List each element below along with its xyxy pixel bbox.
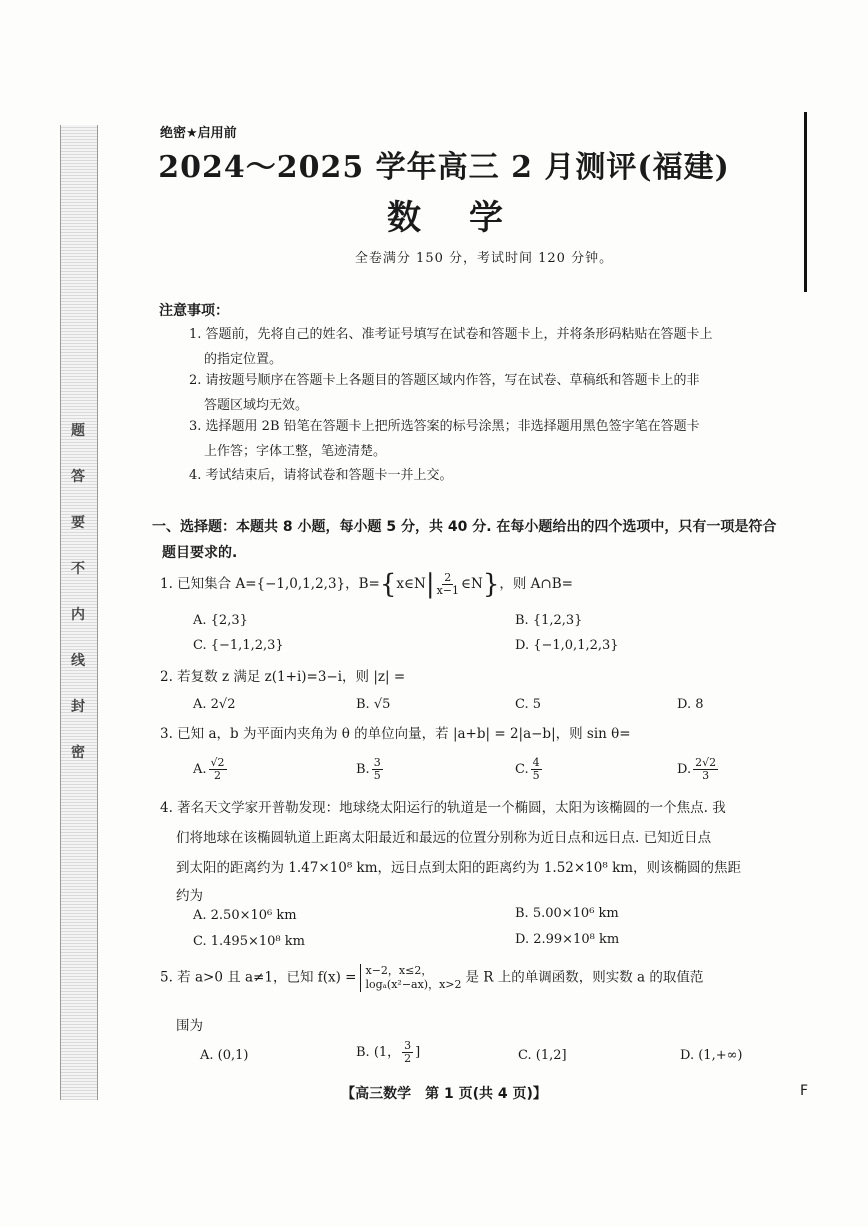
question-5-stem: [160, 964, 703, 992]
fraction-numerator: 3: [373, 756, 381, 769]
q1-suffix: ，则 A∩B=: [499, 576, 573, 592]
q5-option-b: [356, 1040, 420, 1065]
option-fraction: [531, 757, 542, 782]
option-label: D.: [677, 762, 692, 777]
option-label: B.: [356, 762, 370, 777]
q4-option-d: D. 2.99×10⁸ km: [515, 932, 620, 947]
set-bar: |: [425, 569, 435, 600]
binding-char: 答: [71, 469, 85, 485]
fraction-denominator: 2: [404, 1052, 412, 1065]
section-heading: [152, 514, 812, 566]
binding-char: 内: [71, 607, 85, 623]
binding-warning: [66, 420, 90, 762]
q4-option-a: A. 2.50×10⁶ km: [193, 908, 297, 923]
option-fraction: [693, 757, 718, 782]
piecewise-case: x−2，x≤2，: [365, 964, 433, 977]
q1-fraction: [437, 572, 459, 597]
option-label: A.: [193, 762, 207, 777]
q1-set-close: ∈N: [461, 576, 483, 592]
q5-option-a: A. (0,1): [200, 1048, 249, 1063]
question-4-line: 约为: [176, 888, 203, 904]
exam-title: 2024～2025 学年高三 2 月测评(福建): [158, 150, 730, 185]
q2-option-b: B. √5: [356, 697, 391, 712]
notice-line: 1. 答题前，先将自己的姓名、准考证号填写在试卷和答题卡上，并将条形码粘贴在答题卡上: [189, 327, 713, 342]
q4-option-b: B. 5.00×10⁶ km: [515, 906, 619, 921]
notice-item: [189, 368, 809, 418]
paper-code: F: [800, 1083, 809, 1099]
question-2-stem: 2. 若复数 z 满足 z(1+i)=3−i，则 |z| =: [160, 669, 406, 685]
question-4-line: 4. 著名天文学家开普勒发现：地球绕太阳运行的轨道是一个椭圆，太阳为该椭圆的一个焦点. 我: [160, 800, 726, 816]
q5-prefix: 5. 若 a>0 且 a≠1，已知 f(x) =: [160, 969, 357, 986]
notice-line: 3. 选择题用 2B 铅笔在答题卡上把所选答案的标号涂黑；非选择题用黑色签字笔在答题卡: [189, 419, 700, 434]
q1-option-d: D. {−1,0,1,2,3}: [515, 638, 619, 653]
notice-line: 的指定位置。: [204, 352, 283, 367]
fraction-denominator: 3: [702, 769, 710, 782]
notice-item: [189, 463, 809, 488]
option-fraction: [402, 1040, 413, 1065]
notice-line: 4. 考试结束后，请将试卷和答题卡一并上交。: [189, 468, 453, 483]
option-fraction: [209, 757, 227, 782]
binding-char: 线: [71, 653, 85, 669]
q2-option-c: C. 5: [515, 697, 542, 712]
fraction-denominator: 5: [532, 769, 540, 782]
q5-piecewise: [360, 964, 461, 992]
q4-option-c: C. 1.495×10⁸ km: [193, 934, 305, 949]
q2-option-a: A. 2√2: [193, 697, 236, 712]
fraction-numerator: 4: [532, 756, 540, 769]
notice-line: 2. 请按题号顺序在答题卡上各题目的答题区域内作答，写在试卷、草稿纸和答题卡上的非: [189, 373, 700, 388]
section-line: 一、选择题：本题共 8 小题，每小题 5 分，共 40 分. 在每小题给出的四个选项中，只有一项是符合: [152, 519, 777, 535]
question-4-line: 到太阳的距离约为 1.47×10⁸ km，远日点到太阳的距离约为 1.52×10⁸ km，则该椭圆的焦距: [176, 860, 742, 876]
option-fraction: [372, 757, 383, 782]
q1-option-a: A. {2,3}: [193, 613, 248, 628]
secrecy-label: 绝密★启用前: [160, 126, 237, 141]
binding-char: 封: [71, 699, 85, 715]
fraction-numerator: 3: [404, 1039, 412, 1052]
notice-item: [189, 322, 809, 372]
notice-line: 答题区域均无效。: [204, 398, 309, 413]
binding-char: 要: [71, 515, 85, 531]
q3-option-c: [515, 757, 544, 782]
fraction-numerator: 2√2: [695, 756, 717, 769]
set-brace-left: {: [379, 569, 397, 600]
interval-right: ]: [415, 1045, 421, 1060]
q1-option-c: C. {−1,1,2,3}: [193, 638, 284, 653]
question-3-stem: 3. 已知 a，b 为平面内夹角为 θ 的单位向量，若 |a+b| = 2|a−b|，则 sin θ=: [160, 726, 631, 742]
fraction-denominator: 5: [373, 769, 381, 782]
fraction-numerator: 2: [444, 571, 452, 584]
fraction-numerator: √2: [210, 756, 225, 769]
interval-left: (1，: [373, 1045, 401, 1060]
exam-info: 全卷满分 150 分，考试时间 120 分钟。: [354, 251, 614, 266]
question-1-stem: [160, 569, 573, 600]
notice-heading: 注意事项：: [159, 303, 229, 319]
question-5-line: 围为: [176, 1018, 203, 1034]
q2-option-d: D. 8: [677, 697, 704, 712]
q5-suffix: 是 R 上的单调函数，则实数 a 的取值范: [465, 969, 704, 986]
q5-option-c: C. (1,2]: [518, 1048, 567, 1063]
set-brace-right: }: [482, 569, 500, 600]
option-label: B.: [356, 1045, 370, 1060]
binding-char: 不: [71, 561, 85, 577]
option-label: C.: [515, 762, 529, 777]
fraction-denominator: x−1: [436, 584, 460, 597]
q5-option-d: D. (1,+∞): [680, 1048, 743, 1063]
q1-prefix: 1. 已知集合 A={−1,0,1,2,3}，B=: [160, 576, 380, 592]
q3-option-a: [193, 757, 229, 782]
notice-line: 上作答；字体工整，笔迹清楚。: [204, 444, 387, 459]
notice-item: [189, 414, 809, 464]
binding-char: 密: [71, 745, 85, 761]
q1-option-b: B. {1,2,3}: [515, 613, 583, 628]
piecewise-case: logₐ(x²−ax)，x>2: [365, 978, 462, 991]
q1-set-open: x∈N: [396, 576, 426, 592]
question-4-line: 们将地球在该椭圆轨道上距离太阳最近和最远的位置分别称为近日点和远日点. 已知近日点: [176, 830, 712, 846]
q3-option-b: [356, 757, 385, 782]
section-line: 题目要求的.: [162, 545, 238, 561]
q3-option-d: [677, 757, 720, 782]
subject-title: 数学: [387, 198, 551, 238]
binding-char: 题: [71, 423, 85, 439]
fraction-denominator: 2: [214, 769, 222, 782]
page-footer: 【高三数学 第 1 页(共 4 页)】: [341, 1086, 547, 1102]
